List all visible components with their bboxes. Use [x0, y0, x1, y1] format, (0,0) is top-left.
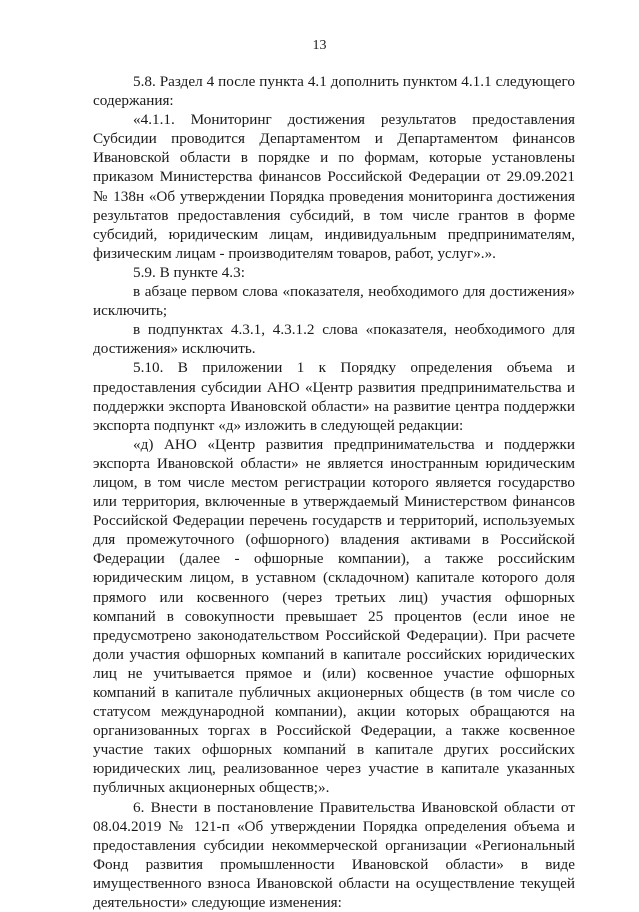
page-number: 13	[312, 38, 327, 53]
paragraph-subpoint-d-quote: «д) АНО «Центр развития предпринимательства и поддержки экспорта Ивановской области» не является иностранным юридическим лицом, в том числе местом регистрации которого является государство или территория, включенные в утверждаемый Министерством финансов Российской Федерации перечень государств и территорий, используемых для промежуточного (офшорного) владения активами в Российской Федерации (далее - офшорные компании), а также российским юридическим лицом, в уставном (складочном) капитале которого доля прямого или косвенного (через третьих лиц) участия офшорных компаний в совокупности превышает 25 процентов (если иное не предусмотрено законодательством Российской Федерации). При расчете доли участия офшорных компаний в капитале российских юридических лиц не учитывается прямое и (или) косвенное участие офшорных компаний в капитале публичных акционерных обществ (в том числе со статусом международной компании), акции которых обращаются на организованных торгах в Российской Федерации, а также косвенное участие таких офшорных компаний в капитале других российских юридических лиц, реализованное через участие в капитале указанных публичных акционерных обществ;».	[93, 435, 575, 797]
paragraph-4-1-1-quote: «4.1.1. Мониторинг достижения результатов предоставления Субсидии проводится Департаментом и Департаментом финансов Ивановской области в порядке и по формам, которые установлены приказом Министерства финансов Российской Федерации от 29.09.2021 № 138н «Об утверждении Порядка проведения мониторинга достижения результатов предоставления субсидий, в том числе грантов в форме субсидий, юридическим лицам, индивидуальным предпринимателям, физическим лицам - производителям товаров, работ, услуг».».	[93, 111, 575, 262]
document-body	[93, 72, 575, 912]
paragraph-5-10: 5.10. В приложении 1 к Порядку определения объема и предоставления субсидии АНО «Центр развития предпринимательства и поддержки экспорта Ивановской области» на развитие центра поддержки экспорта подпункт «д» изложить в следующей редакции:	[93, 359, 575, 434]
paragraph-5-9: 5.9. В пункте 4.3:	[133, 263, 245, 281]
paragraph-6: 6. Внести в постановление Правительства Ивановской области от 08.04.2019 № 121-п «Об утверждении Порядка определения объема и предоставления субсидии некоммерческой организации «Региональный Фонд развития промышленности Ивановской области» в виде имущественного взноса Ивановской области на осуществление текущей деятельности» следующие изменения:	[93, 798, 575, 912]
paragraph-5-8: 5.8. Раздел 4 после пункта 4.1 дополнить пунктом 4.1.1 следующего содержания:	[93, 73, 575, 110]
paragraph-5-9-first-indent: в абзаце первом слова «показателя, необходимого для достижения» исключить;	[93, 283, 575, 320]
paragraph-5-9-subpoints: в подпунктах 4.3.1, 4.3.1.2 слова «показателя, необходимого для достижения» исключить.	[93, 321, 575, 358]
